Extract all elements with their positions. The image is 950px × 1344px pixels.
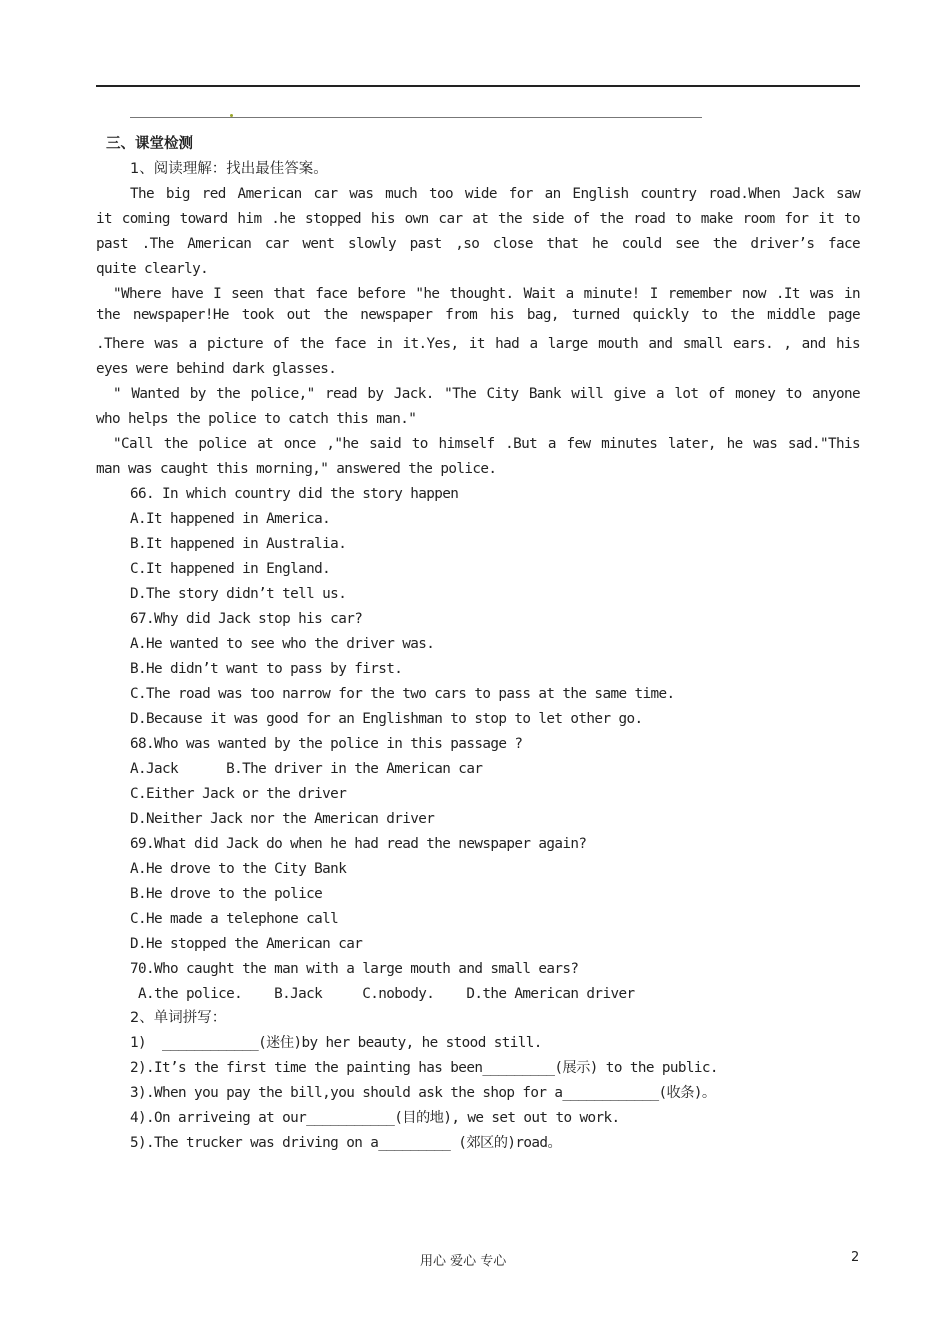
top-rule [96, 85, 860, 87]
option-item: C.It happened in England. [130, 561, 331, 577]
option-item: C.He made a telephone call [130, 911, 339, 927]
question-item: 69.What did Jack do when he had read the newspaper again? [130, 836, 587, 852]
option-item: A.the police. B.Jack C.nobody. D.the American driver [130, 986, 635, 1002]
passage-line: quite clearly. [96, 261, 209, 277]
passage-line: eyes were behind dark glasses. [96, 361, 337, 377]
question-item: 68.Who was wanted by the police in this passage ? [130, 736, 523, 752]
passage-line: .There was a picture of the face in it.Yes, it had a large mouth and small ears. , and his [96, 336, 860, 352]
passage-line: who helps the police to catch this man." [96, 411, 417, 427]
option-item: B.He drove to the police [130, 886, 323, 902]
option-item: A.It happened in America. [130, 511, 331, 527]
spelling-item: 5).The trucker was driving on a_________ (郊区的)road。 [130, 1135, 562, 1151]
option-item: D.Because it was good for an Englishman to stop to let other go. [130, 711, 643, 727]
passage-line: it coming toward him .he stopped his own car at the side of the road to make room for it to [96, 211, 860, 227]
spelling-item: 1) ____________(迷住)by her beauty, he stood still. [130, 1035, 542, 1051]
task2-title: 2、单词拼写： [130, 1010, 227, 1026]
answer-blank-line [130, 117, 702, 118]
option-item: B.It happened in Australia. [130, 536, 347, 552]
passage-line: past .The American car went slowly past ,so close that he could see the driver’s face [96, 236, 860, 252]
page-number: 2 [851, 1250, 860, 1265]
option-item: C.The road was too narrow for the two cars to pass at the same time. [130, 686, 675, 702]
option-item: A.Jack B.The driver in the American car [130, 761, 483, 777]
option-item: B.He didn’t want to pass by first. [130, 661, 403, 677]
passage-line: "Call the police at once ,"he said to himself .But a few minutes later, he was sad."This [113, 436, 860, 452]
footer-slogan: 用心 爱心 专心 [420, 1254, 507, 1269]
spelling-item: 3).When you pay the bill,you should ask the shop for a____________(收条)。 [130, 1085, 716, 1101]
option-item: A.He drove to the City Bank [130, 861, 347, 877]
spelling-item: 4).On arriveing at our___________(目的地), we set out to work. [130, 1110, 620, 1126]
mark-dot [230, 114, 233, 117]
option-item: D.He stopped the American car [130, 936, 363, 952]
option-item: A.He wanted to see who the driver was. [130, 636, 435, 652]
question-item: 66. In which country did the story happen [130, 486, 459, 502]
passage-line: man was caught this morning," answered the police. [96, 461, 497, 477]
option-item: C.Either Jack or the driver [130, 786, 347, 802]
option-item: D.The story didn’t tell us. [130, 586, 347, 602]
option-item: D.Neither Jack nor the American driver [130, 811, 435, 827]
passage-line: the newspaper!He took out the newspaper from his bag, turned quickly to the middle page [96, 307, 860, 323]
passage-line: "Where have I seen that face before "he thought. Wait a minute! I remember now .It was in [113, 286, 860, 302]
section-title: 三、课堂检测 [106, 136, 193, 152]
task1-title: 1、阅读理解：找出最佳答案。 [130, 161, 328, 177]
spelling-item: 2).It’s the first time the painting has been_________(展示) to the public. [130, 1060, 718, 1076]
question-item: 67.Why did Jack stop his car? [130, 611, 363, 627]
question-item: 70.Who caught the man with a large mouth and small ears? [130, 961, 579, 977]
passage-line: The big red American car was much too wide for an English country road.When Jack saw [130, 186, 860, 202]
passage-line: " Wanted by the police," read by Jack. "The City Bank will give a lot of money to anyone [113, 386, 860, 402]
